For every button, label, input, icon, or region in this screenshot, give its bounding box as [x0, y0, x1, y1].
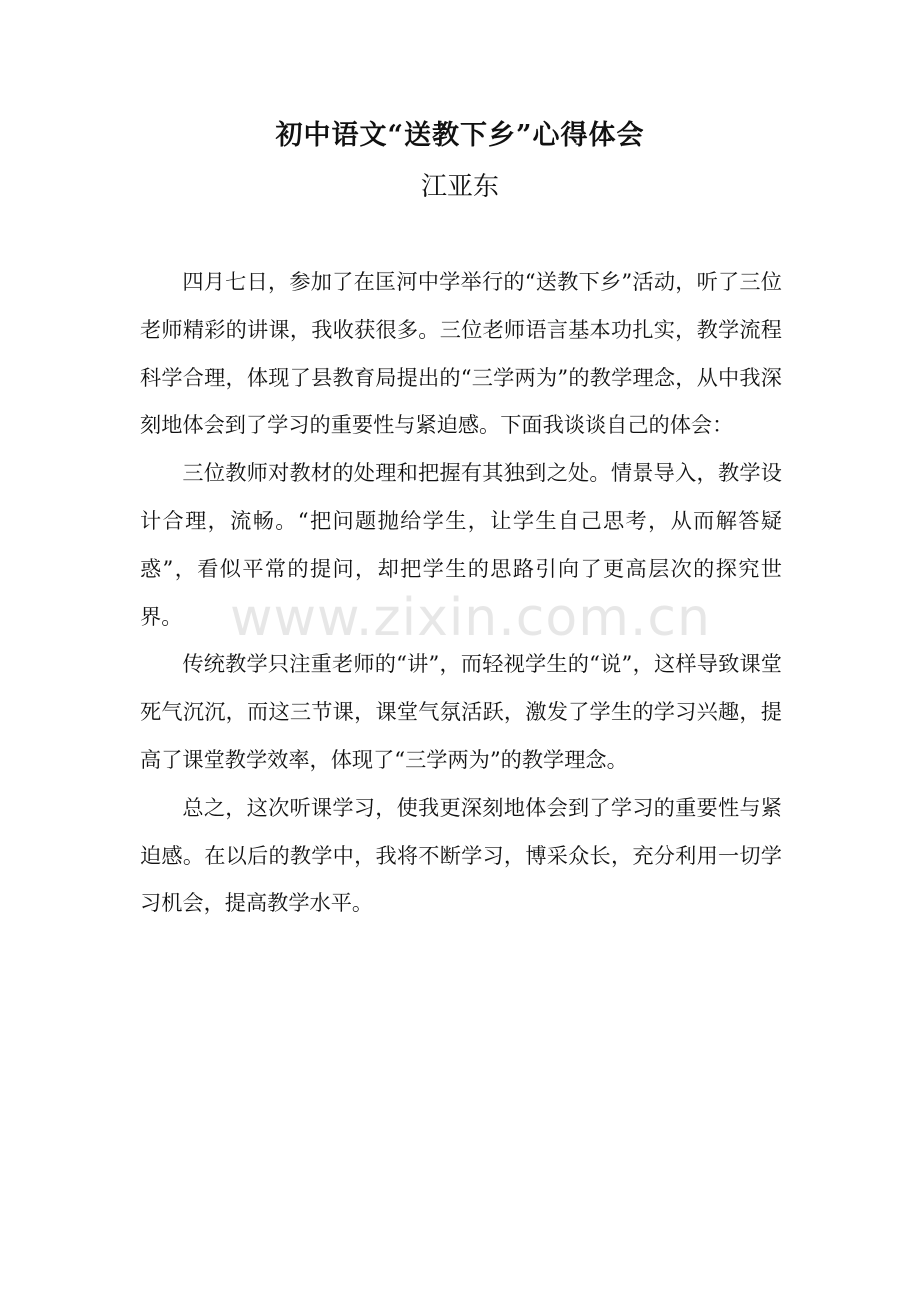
- body-paragraph: 三位教师对教材的处理和把握有其独到之处。情景导入，教学设计合理，流畅。“把问题抛给学生，让学生自己思考，从而解答疑惑”，看似平常的提问，却把学生的思路引向了更高层次的探究世界。: [140, 460, 782, 629]
- body-paragraph: 传统教学只注重老师的“讲”，而轻视学生的“说”，这样导致课堂死气沉沉，而这三节课，课堂气氛活跃，激发了学生的学习兴趣，提高了课堂教学效率，体现了“三学两为”的教学理念。: [140, 651, 782, 772]
- body-paragraph: 总之，这次听课学习，使我更深刻地体会到了学习的重要性与紧迫感。在以后的教学中，我将不断学习，博采众长，充分利用一切学习机会，提高教学水平。: [140, 794, 782, 916]
- watermark-text: www.zixin.com.cn: [230, 588, 711, 648]
- body-paragraph: 四月七日，参加了在匡河中学举行的“送教下乡”活动，听了三位老师精彩的讲课，我收获很多。三位老师语言基本功扎实，教学流程科学合理，体现了县教育局提出的“三学两为”的教学理念，从中我深刻地体会到了学习的重要性与紧迫感。下面我谈谈自己的体会：: [140, 269, 782, 438]
- document-body: [140, 258, 782, 927]
- document-author: 江亚东: [420, 172, 499, 202]
- document-title: 初中语文“送教下乡”心得体会: [275, 120, 645, 151]
